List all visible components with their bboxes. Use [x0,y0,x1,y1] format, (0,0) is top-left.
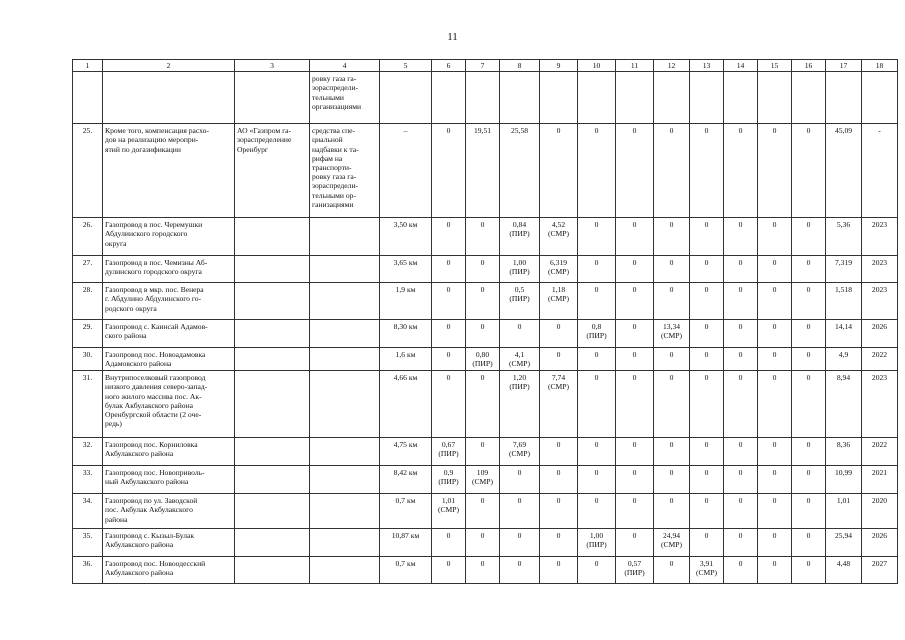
object-name-cell: Газопровод пос. Новоприволь- ный Акбулакского района [103,466,235,494]
value-cell: 0 [724,348,758,371]
page-number: 11 [447,31,458,43]
year-cell: 2022 [862,348,898,371]
row-number-cell: 32. [73,438,103,466]
table-row [73,348,898,371]
value-cell: 1,00 (ПИР) [500,256,540,283]
value-cell: 0 [724,124,758,218]
total-cell: 10,99 [826,466,862,494]
value-cell: 0 [690,218,724,256]
row-number-cell: 36. [73,557,103,584]
length-cell: 1,6 км [380,348,432,371]
value-cell: 0 [466,529,500,557]
value-cell: 3,91 (СМР) [690,557,724,584]
value-cell: 0 [578,283,616,320]
year-cell: 2026 [862,529,898,557]
value-cell: 0 [792,438,826,466]
value-cell: 0 [690,466,724,494]
value-cell: 0,8 (ПИР) [578,320,616,348]
value-cell: 0 [578,438,616,466]
object-name-cell [103,72,235,124]
table-row [73,529,898,557]
value-cell: 4,52 (СМР) [540,218,578,256]
value-cell: 7,69 (СМР) [500,438,540,466]
value-cell: 0 [432,320,466,348]
table-row [73,283,898,320]
value-cell: 0 [540,348,578,371]
value-cell: 0 [724,256,758,283]
value-cell: 0 [432,371,466,438]
value-cell: 0 [616,256,654,283]
object-name-cell: Газопровод в мкр. пос. Венера г. Абдулино Абдулинского го- родского округа [103,283,235,320]
value-cell: 0 [500,320,540,348]
column-header-6: 6 [432,60,466,72]
value-cell: 0 [758,283,792,320]
value-cell: 0 [724,218,758,256]
value-cell: 0 [578,494,616,529]
value-cell: 0 [690,256,724,283]
value-cell: 0 [690,124,724,218]
column-header-2: 2 [103,60,235,72]
row-number-cell: 34. [73,494,103,529]
value-cell: 6,319 (СМР) [540,256,578,283]
funding-source-cell [310,529,380,557]
table-row [73,557,898,584]
value-cell: 0,84 (ПИР) [500,218,540,256]
value-cell: 7,74 (СМР) [540,371,578,438]
year-cell: 2026 [862,320,898,348]
year-cell: 2022 [862,438,898,466]
value-cell: 0 [792,371,826,438]
organization-cell [235,348,310,371]
value-cell: 0 [500,466,540,494]
total-cell: 25,94 [826,529,862,557]
value-cell: 13,34 (СМР) [654,320,690,348]
funding-source-cell [310,320,380,348]
table-row [73,438,898,466]
row-number-cell: 25. [73,124,103,218]
length-cell: 8,42 км [380,466,432,494]
value-cell: 0 [432,348,466,371]
funding-source-cell [310,348,380,371]
value-cell: 0 [466,283,500,320]
year-cell: 2023 [862,218,898,256]
funding-source-cell [310,371,380,438]
value-cell [724,72,758,124]
length-cell: 4,66 км [380,371,432,438]
length-cell: 3,65 км [380,256,432,283]
value-cell: 0 [616,494,654,529]
value-cell: 0 [724,529,758,557]
value-cell: 0 [432,283,466,320]
value-cell: 0 [500,494,540,529]
total-cell: 8,94 [826,371,862,438]
value-cell: 0 [432,529,466,557]
funding-source-cell [310,283,380,320]
value-cell: 0 [466,320,500,348]
value-cell [616,72,654,124]
object-name-cell: Газопровод пос. Корниловка Акбулакского района [103,438,235,466]
year-cell: 2023 [862,256,898,283]
value-cell: 0 [616,124,654,218]
column-header-18: 18 [862,60,898,72]
value-cell: 0 [792,218,826,256]
value-cell: 0 [792,466,826,494]
total-cell: 14,14 [826,320,862,348]
table-row [73,494,898,529]
value-cell: 0 [466,256,500,283]
funding-source-cell [310,438,380,466]
value-cell: 0 [654,124,690,218]
column-header-3: 3 [235,60,310,72]
table-row [73,466,898,494]
value-cell: 0 [690,320,724,348]
value-cell: 0 [466,494,500,529]
value-cell: 0 [792,124,826,218]
value-cell: 0 [654,256,690,283]
value-cell: 0,57 (ПИР) [616,557,654,584]
value-cell: 0,80 (ПИР) [466,348,500,371]
value-cell: 0 [432,124,466,218]
value-cell: 0 [654,348,690,371]
length-cell: 0,7 км [380,494,432,529]
value-cell: 4,1 (СМР) [500,348,540,371]
length-cell: 0,7 км [380,557,432,584]
value-cell: 0 [792,320,826,348]
value-cell: 0 [724,283,758,320]
total-cell: 8,36 [826,438,862,466]
total-cell: 45,09 [826,124,862,218]
value-cell: 0 [540,529,578,557]
value-cell: 0 [758,557,792,584]
value-cell: 0,5 (ПИР) [500,283,540,320]
column-header-13: 13 [690,60,724,72]
funding-source-cell: средства спе- циальной надбавки к та- рифам на транспорти- ровку газа га- зораспредели- тельными ор- ганизациями [310,124,380,218]
value-cell: 0 [500,557,540,584]
organization-cell [235,371,310,438]
value-cell: 0 [578,218,616,256]
organization-cell [235,256,310,283]
value-cell: 0 [432,256,466,283]
value-cell: 0 [466,218,500,256]
table-row [73,371,898,438]
value-cell: 0 [466,438,500,466]
value-cell: 0 [792,557,826,584]
year-cell [862,72,898,124]
value-cell: 0 [724,320,758,348]
value-cell: 0 [540,124,578,218]
header-row [73,60,898,72]
table-row [73,72,898,124]
value-cell: 0 [466,557,500,584]
value-cell: 0 [432,557,466,584]
funding-source-cell: ровку газа га- зораспредели- тельными организациями [310,72,380,124]
value-cell: 0 [758,124,792,218]
value-cell [792,72,826,124]
value-cell: 0 [690,371,724,438]
object-name-cell: Газопровод в пос. Чемизны Аб- дулинского городского округа [103,256,235,283]
value-cell: 25,58 [500,124,540,218]
organization-cell [235,466,310,494]
value-cell: 0 [724,371,758,438]
row-number-cell: 29. [73,320,103,348]
length-cell [380,72,432,124]
value-cell: 1,00 (ПИР) [578,529,616,557]
value-cell: 0 [616,348,654,371]
value-cell: 0 [578,371,616,438]
value-cell: 0 [758,256,792,283]
value-cell: 0 [540,438,578,466]
column-header-7: 7 [466,60,500,72]
value-cell: 0 [690,494,724,529]
value-cell: 0 [578,348,616,371]
value-cell: 0 [758,438,792,466]
row-number-cell: 33. [73,466,103,494]
value-cell: 0 [500,529,540,557]
total-cell: 5,36 [826,218,862,256]
funding-source-cell [310,557,380,584]
value-cell: 0 [466,371,500,438]
length-cell: 10,87 км [380,529,432,557]
value-cell: 0 [758,466,792,494]
length-cell: 8,30 км [380,320,432,348]
value-cell: 0 [654,283,690,320]
organization-cell [235,494,310,529]
value-cell: 0 [578,466,616,494]
value-cell [540,72,578,124]
value-cell: 0 [792,283,826,320]
funding-source-cell [310,256,380,283]
value-cell: 0 [616,320,654,348]
value-cell: 0 [724,466,758,494]
value-cell: 24,94 (СМР) [654,529,690,557]
value-cell: 0 [758,494,792,529]
object-name-cell: Газопровод пос. Новоадамовка Адамовского района [103,348,235,371]
value-cell [432,72,466,124]
value-cell: 0 [758,320,792,348]
value-cell: 0 [654,557,690,584]
object-name-cell: Газопровод с. Каинсай Адамов- ского района [103,320,235,348]
value-cell: 0 [758,529,792,557]
value-cell: 0 [616,218,654,256]
organization-cell [235,72,310,124]
value-cell: 0 [758,371,792,438]
value-cell: 19,51 [466,124,500,218]
value-cell: 0 [578,557,616,584]
total-cell: 1,01 [826,494,862,529]
total-cell: 4,48 [826,557,862,584]
total-cell [826,72,862,124]
value-cell [466,72,500,124]
value-cell [654,72,690,124]
value-cell: 0 [616,371,654,438]
value-cell: 1,01 (СМР) [432,494,466,529]
column-header-5: 5 [380,60,432,72]
column-header-9: 9 [540,60,578,72]
length-cell: 4,75 км [380,438,432,466]
year-cell: 2020 [862,494,898,529]
value-cell: 0 [540,320,578,348]
funding-source-cell [310,466,380,494]
year-cell: 2027 [862,557,898,584]
value-cell: 0 [792,494,826,529]
funding-source-cell [310,494,380,529]
column-header-4: 4 [310,60,380,72]
value-cell: 0 [792,256,826,283]
row-number-cell: 28. [73,283,103,320]
column-header-17: 17 [826,60,862,72]
value-cell: 0 [690,438,724,466]
year-cell: 2023 [862,283,898,320]
value-cell: 0 [616,529,654,557]
value-cell: 0 [758,218,792,256]
value-cell: 0 [616,283,654,320]
row-number-cell: 31. [73,371,103,438]
organization-cell [235,283,310,320]
value-cell: 0 [724,438,758,466]
table-row [73,124,898,218]
object-name-cell: Газопровод в пос. Черемушки Абдулинского городского округа [103,218,235,256]
column-header-15: 15 [758,60,792,72]
organization-cell: АО «Газпром га- зораспределение Оренбург [235,124,310,218]
value-cell: 0 [654,371,690,438]
value-cell: 109 (СМР) [466,466,500,494]
total-cell: 1,518 [826,283,862,320]
row-number-cell: 35. [73,529,103,557]
object-name-cell: Кроме того, компенсация расхо- дов на реализацию меропри- ятий по догазификации [103,124,235,218]
value-cell: 1,20 (ПИР) [500,371,540,438]
organization-cell [235,320,310,348]
value-cell: 0 [578,124,616,218]
column-header-1: 1 [73,60,103,72]
value-cell: 0 [724,494,758,529]
organization-cell [235,529,310,557]
value-cell [578,72,616,124]
value-cell: 0 [616,466,654,494]
value-cell: 0 [432,218,466,256]
row-number-cell: 27. [73,256,103,283]
value-cell: 0 [654,466,690,494]
column-header-11: 11 [616,60,654,72]
value-cell: 0 [540,557,578,584]
organization-cell [235,557,310,584]
year-cell: 2023 [862,371,898,438]
value-cell: 0 [654,494,690,529]
column-header-16: 16 [792,60,826,72]
data-table [72,59,898,584]
value-cell: 0 [690,283,724,320]
value-cell: 0 [654,218,690,256]
length-cell: 1,9 км [380,283,432,320]
table-row [73,320,898,348]
value-cell [758,72,792,124]
row-number-cell: 30. [73,348,103,371]
value-cell: 0 [792,529,826,557]
total-cell: 7,319 [826,256,862,283]
object-name-cell: Газопровод с. Кызыл-Булак Акбулакского района [103,529,235,557]
object-name-cell: Газопровод пос. Новоодесский Акбулакского района [103,557,235,584]
value-cell [690,72,724,124]
object-name-cell: Газопровод по ул. Заводской пос. Акбулак Акбулакского района [103,494,235,529]
row-number-cell: 26. [73,218,103,256]
organization-cell [235,438,310,466]
table-row [73,256,898,283]
column-header-14: 14 [724,60,758,72]
row-number-cell [73,72,103,124]
funding-source-cell [310,218,380,256]
table-row [73,218,898,256]
value-cell: 0 [724,557,758,584]
total-cell: 4,9 [826,348,862,371]
year-cell: 2021 [862,466,898,494]
value-cell: 0 [690,529,724,557]
value-cell: 0 [540,494,578,529]
value-cell: 0,67 (ПИР) [432,438,466,466]
column-header-8: 8 [500,60,540,72]
year-cell: - [862,124,898,218]
length-cell: – [380,124,432,218]
column-header-12: 12 [654,60,690,72]
column-header-10: 10 [578,60,616,72]
value-cell: 0 [578,256,616,283]
organization-cell [235,218,310,256]
value-cell: 0 [792,348,826,371]
value-cell: 1,18 (СМР) [540,283,578,320]
value-cell [500,72,540,124]
value-cell: 0 [690,348,724,371]
value-cell: 0 [758,348,792,371]
value-cell: 0 [540,466,578,494]
length-cell: 3,50 км [380,218,432,256]
value-cell: 0 [654,438,690,466]
value-cell: 0 [616,438,654,466]
object-name-cell: Внутрипоселковый газопровод низкого давления северо-запад- ного жилого массива пос. Ак- булак Акбулакского района Оренбургской области (2 оче- редь) [103,371,235,438]
value-cell: 0,9 (ПИР) [432,466,466,494]
